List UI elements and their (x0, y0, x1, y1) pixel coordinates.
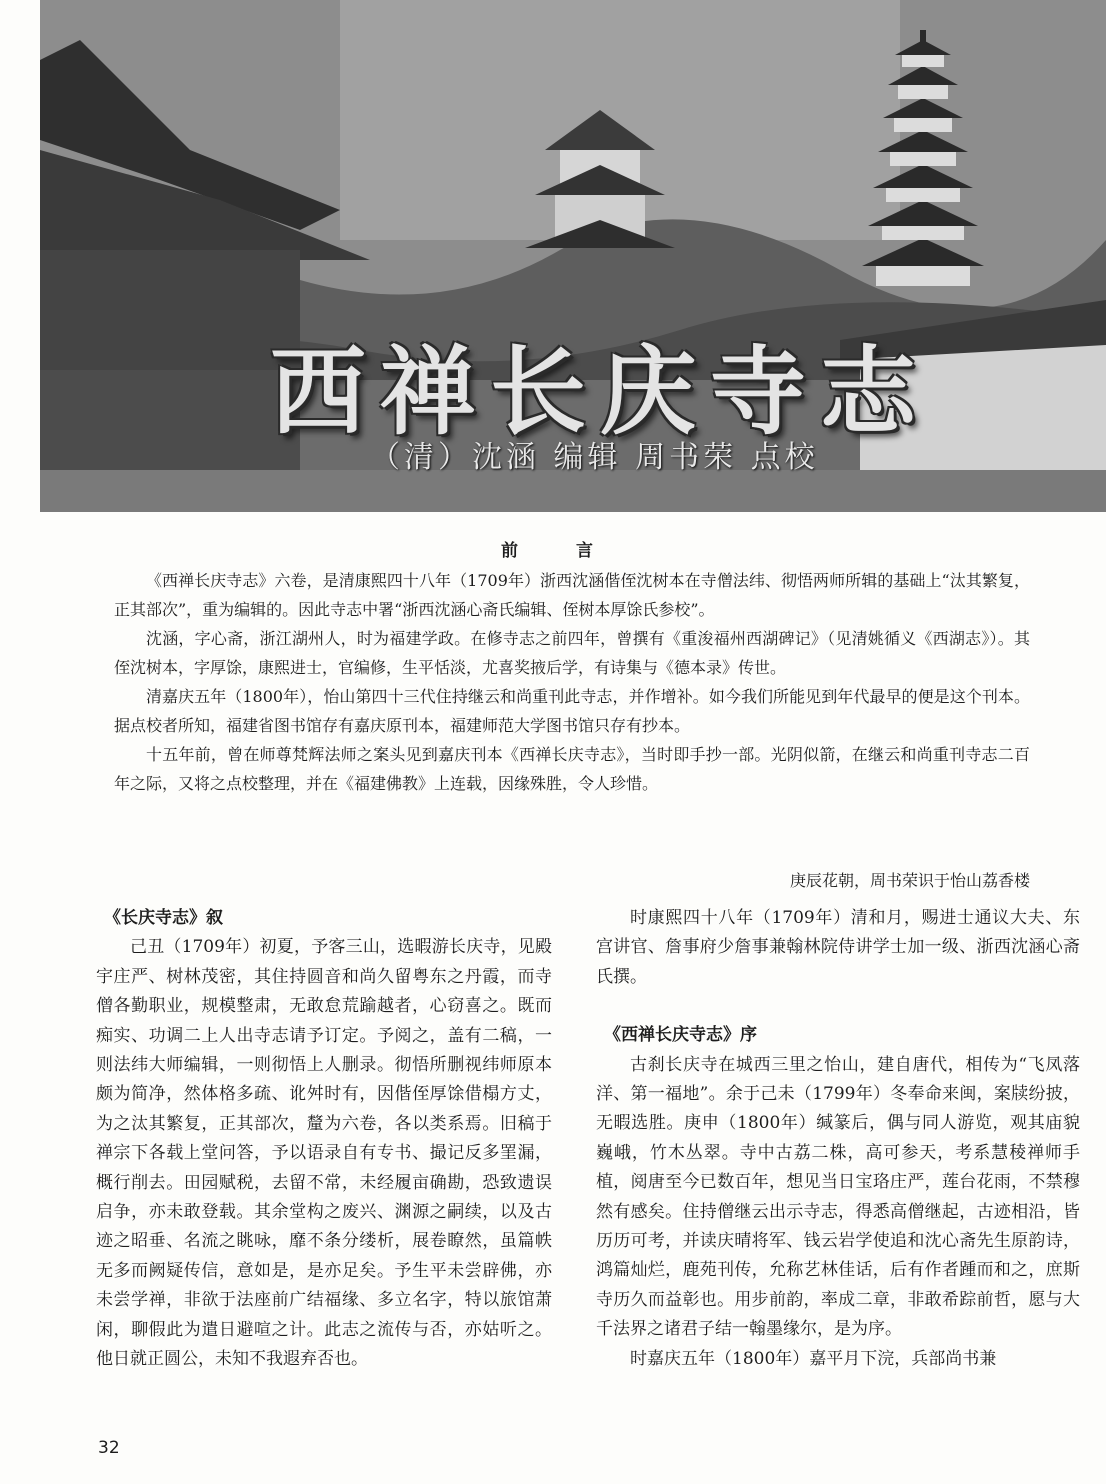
article-title: 西禅长庆寺志 (270, 336, 930, 448)
preface-body (114, 566, 1030, 798)
section-heading: 《长庆寺志》叙 (104, 908, 223, 928)
preface-paragraph: 《西禅长庆寺志》六卷，是清康熙四十八年（1709年）浙西沈涵偕侄沈树本在寺僧法纬、彻悟两师所辑的基础上“汰其繁复，正其部次”，重为编辑的。因此寺志中署“浙西沈涵心斋氏编辑、侄树本厚馀氏参校”。 (114, 571, 1030, 619)
page-number: 32 (98, 1438, 120, 1458)
header-photo (40, 0, 1106, 512)
left-column (96, 904, 552, 1375)
section-heading: 《西禅长庆寺志》序 (604, 1025, 757, 1046)
date-line: 时康熙四十八年（1709年）清和月，赐进士通议大夫、东宫讲官、詹事府少詹事兼翰林院侍讲学士加一级、浙西沈涵心斋氏撰。 (596, 908, 1080, 987)
body-paragraph: 古刹长庆寺在城西三里之怡山，建自唐代，相传为“飞凤落洋、第一福地”。余于己未（1799年）冬奉命来闽，案牍纷披，无暇选胜。庚申（1800年）缄篆后，偶与同人游览，观其庙貌巍峨，竹木丛翠。寺中古荔二株，高可参天，考系慧稜禅师手植，阅唐至今已数百年，想见当日宝珞庄严，莲台花雨，不禁穆然有感矣。住持僧继云出示寺志，得悉高僧继起，古迹相沿，皆历历可考，并读庆晴将军、钱云岩学使追和沈心斋先生原韵诗，鸿篇灿烂，鹿苑刊传，允称艺林佳话，后有作者踵而和之，庶斯寺历久而益彰也。用步前韵，率成二章，非敢希踪前哲，愿与大千法界之诸君子结一翰墨缘尔，是为序。 (596, 1054, 1080, 1340)
preface-paragraph: 沈涵，字心斋，浙江湖州人，时为福建学政。在修寺志之前四年，曾撰有《重浚福州西湖碑记》（见清姚循义《西湖志》）。其侄沈树本，字厚馀，康熙进士，官编修，生平恬淡，尤喜奖掖后学，有诗集与《德本录》传世。 (114, 629, 1030, 677)
right-column (596, 904, 1080, 1374)
author-byline: （清）沈涵 编辑 周书荣 点校 (370, 440, 819, 475)
preface-heading: 前 言 (501, 541, 619, 561)
preface-paragraph: 清嘉庆五年（1800年），怡山第四十三代住持继云和尚重刊此寺志，并作增补。如今我们所能见到年代最早的便是这个刊本。据点校者所知，福建省图书馆存有嘉庆原刊本，福建师范大学图书馆只存有抄本。 (114, 687, 1030, 735)
body-paragraph: 己丑（1709年）初夏，予客三山，选暇游长庆寺，见殿宇庄严、树林茂密，其住持圆音和尚久留粤东之丹霞，而寺僧各勤职业，规模整肃，无敢怠荒踰越者，心窃喜之。既而痴实、功调二上人出寺志请予订定。予阅之，盖有二稿，一则法纬大师编辑，一则彻悟上人删录。彻悟所删视纬师原本颇为简净，然体格多疏、讹舛时有，因偕侄厚馀借榻方丈，为之汰其繁复，正其部次，釐为六卷，各以类系焉。旧稿于禅宗下各载上堂问答，予以语录自有专书、撮记反多罣漏，概行削去。田园赋税，去留不常，未经履亩确勘，恐致遗误启争，亦未敢登载。其余堂构之废兴、渊源之嗣续，以及古迹之昭垂、名流之眺咏，靡不条分缕析，展卷瞭然，虽篇帙无多而阙疑传信，意如是，是亦足矣。予生平未尝辟佛，亦未尝学禅，非欲于法座前广结福缘、多立名字，特以旅馆萧闲，聊假此为遣日避喧之计。此志之流传与否，亦姑听之。他日就正圆公，未知不我遐弃否也。 (96, 937, 552, 1370)
body-paragraph: 时嘉庆五年（1800年）嘉平月下浣，兵部尚书兼 (630, 1348, 997, 1369)
preface-paragraph: 十五年前，曾在师尊梵辉法师之案头见到嘉庆刊本《西禅长庆寺志》，当时即手抄一部。光阴似箭，在继云和尚重刊寺志二百年之际，又将之点校整理，并在《福建佛教》上连载，因缘殊胜，令人珍惜。 (114, 745, 1030, 793)
preface-signoff: 庚辰花朝，周书荣识于怡山荔香楼 (789, 871, 1030, 890)
